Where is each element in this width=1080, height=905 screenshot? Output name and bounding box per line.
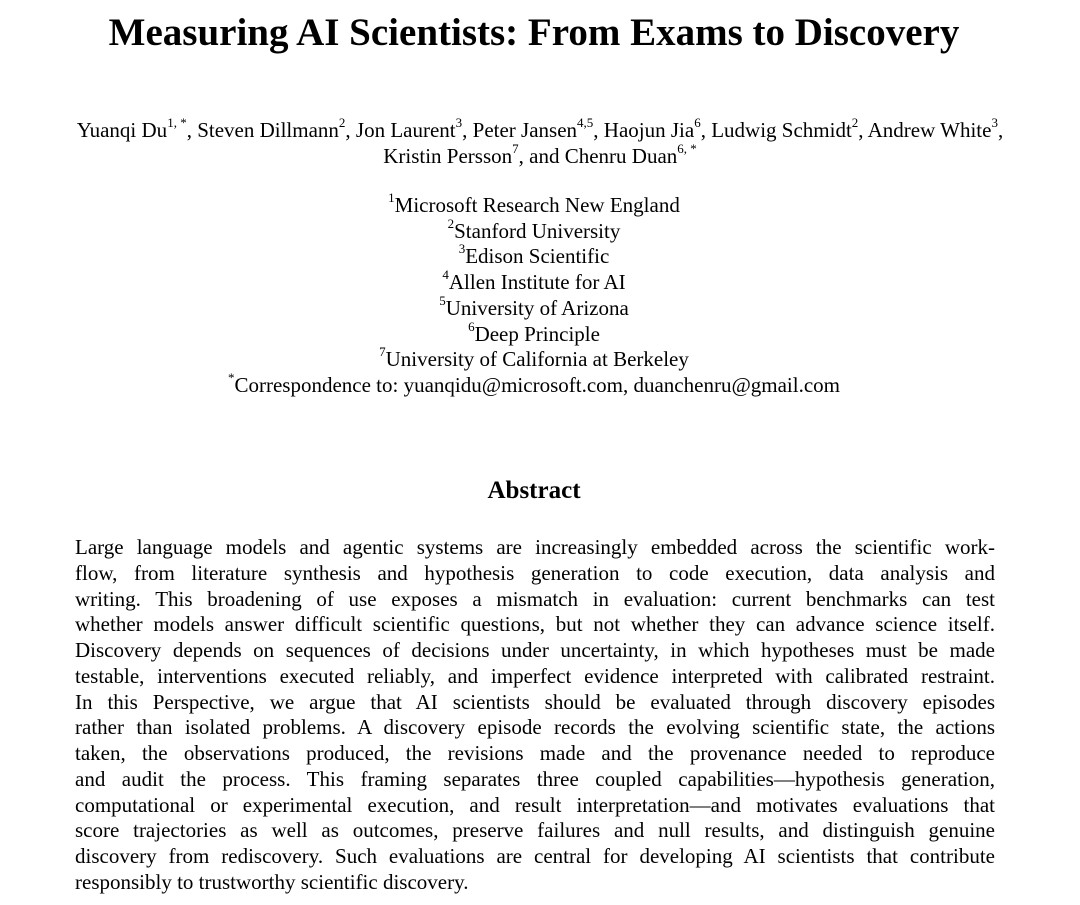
affiliation-mark: 1 bbox=[388, 190, 395, 205]
abstract-line: writing. This broadening of use exposes a mismatch in evaluation: current benchmarks can test bbox=[75, 586, 995, 611]
affiliation-name: University of California at Berkeley bbox=[385, 347, 689, 372]
author-name: Chenru Duan bbox=[564, 144, 678, 168]
affiliation-name: Allen Institute for AI bbox=[448, 270, 626, 295]
author-line-2 bbox=[0, 143, 1080, 169]
affiliation-item bbox=[0, 190, 1068, 219]
abstract-line: Discovery depends on sequences of decisions under uncertainty, in which hypotheses must be made bbox=[75, 638, 995, 662]
paper-title: Measuring AI Scientists: From Exams to Discovery bbox=[108, 11, 960, 54]
author-affil-marks: 4,5 bbox=[577, 115, 594, 130]
author-separator: , bbox=[858, 118, 868, 142]
author-affil-marks: 3 bbox=[991, 115, 998, 130]
affiliation-mark: 7 bbox=[379, 344, 386, 360]
author-separator: , bbox=[700, 118, 712, 142]
author-affil-marks: 6 bbox=[694, 115, 701, 130]
affiliation-item bbox=[0, 344, 1068, 373]
author-separator: , and bbox=[518, 144, 565, 168]
affiliation-list bbox=[0, 190, 1068, 399]
author-list bbox=[0, 117, 1080, 169]
author-separator: , bbox=[462, 118, 473, 142]
author-name: Peter Jansen bbox=[472, 118, 578, 142]
author-affil-marks: 2 bbox=[338, 115, 346, 130]
abstract-line: discovery from rediscovery. Such evaluations are central for developing AI scientists that contribute bbox=[75, 844, 995, 868]
abstract-line: taken, the observations produced, the revisions made and the provenance needed to reproduce bbox=[75, 741, 995, 765]
correspondence-mark: * bbox=[227, 369, 235, 385]
author-name: Yuanqi Du bbox=[76, 118, 168, 142]
author-affil-marks: 7 bbox=[512, 141, 519, 156]
affiliation-item bbox=[0, 241, 1068, 270]
affiliation-name: University of Arizona bbox=[445, 295, 629, 320]
author-affil-marks: 1, * bbox=[167, 115, 187, 130]
affiliation-item bbox=[0, 292, 1068, 322]
affiliation-mark: 3 bbox=[458, 241, 466, 257]
author-name: Kristin Persson bbox=[383, 144, 513, 168]
abstract-line: In this Perspective, we argue that AI scientists should be evaluated through discovery episodes bbox=[75, 689, 995, 714]
author-separator: , bbox=[345, 118, 356, 142]
author-name: Jon Laurent bbox=[355, 118, 456, 142]
abstract-line: rather than isolated problems. A discovery episode records the evolving scientific state, the actions bbox=[75, 715, 995, 740]
abstract-line: score trajectories as well as outcomes, preserve failures and null results, and distinguish genuine bbox=[75, 818, 995, 843]
author-affil-marks: 3 bbox=[455, 115, 463, 130]
abstract-line: testable, interventions executed reliably, and imperfect evidence interpreted with calibrated restraint. bbox=[75, 663, 995, 688]
abstract-line: responsibly to trustworthy scientific discovery. bbox=[75, 869, 469, 894]
author-name: Ludwig Schmidt bbox=[711, 118, 852, 142]
abstract-line: computational or experimental execution, and result interpretation—and motivates evaluations that bbox=[75, 792, 995, 817]
affiliation-item bbox=[0, 318, 1068, 348]
author-name: Steven Dillmann bbox=[197, 118, 339, 142]
affiliation-mark: 4 bbox=[442, 267, 449, 283]
affiliation-name: Deep Principle bbox=[474, 321, 600, 346]
author-separator: , bbox=[997, 118, 1004, 142]
author-affil-marks: 2 bbox=[851, 115, 859, 130]
author-affil-marks: 6, * bbox=[677, 141, 697, 156]
affiliation-name: Microsoft Research New England bbox=[394, 193, 680, 217]
correspondence bbox=[0, 369, 1068, 399]
affiliation-item bbox=[0, 267, 1068, 296]
author-separator: , bbox=[186, 118, 198, 142]
abstract-line: flow, from literature synthesis and hypothesis generation to code execution, data analysis and bbox=[75, 560, 995, 585]
affiliation-item bbox=[0, 215, 1068, 245]
abstract-line: Large language models and agentic systems are increasingly embedded across the scientific work- bbox=[75, 535, 995, 559]
affiliation-mark: 2 bbox=[447, 215, 455, 231]
affiliation-name: Stanford University bbox=[454, 218, 621, 243]
abstract-heading: Abstract bbox=[487, 477, 581, 504]
author-name: Haojun Jia bbox=[603, 118, 695, 142]
affiliation-mark: 6 bbox=[468, 318, 475, 334]
abstract-line: whether models answer difficult scientific questions, but not whether they can advance science itself. bbox=[75, 612, 995, 637]
correspondence-text: Correspondence to: yuanqidu@microsoft.com, duanchenru@gmail.com bbox=[234, 372, 841, 397]
affiliation-name: Edison Scientific bbox=[465, 244, 610, 269]
abstract-body bbox=[75, 535, 995, 896]
author-name: Andrew White bbox=[867, 118, 992, 142]
author-separator: , bbox=[593, 118, 604, 142]
abstract-line: and audit the process. This framing separates three coupled capabilities—hypothesis generation, bbox=[75, 766, 995, 791]
author-line-1 bbox=[0, 117, 1080, 143]
affiliation-mark: 5 bbox=[439, 292, 446, 308]
